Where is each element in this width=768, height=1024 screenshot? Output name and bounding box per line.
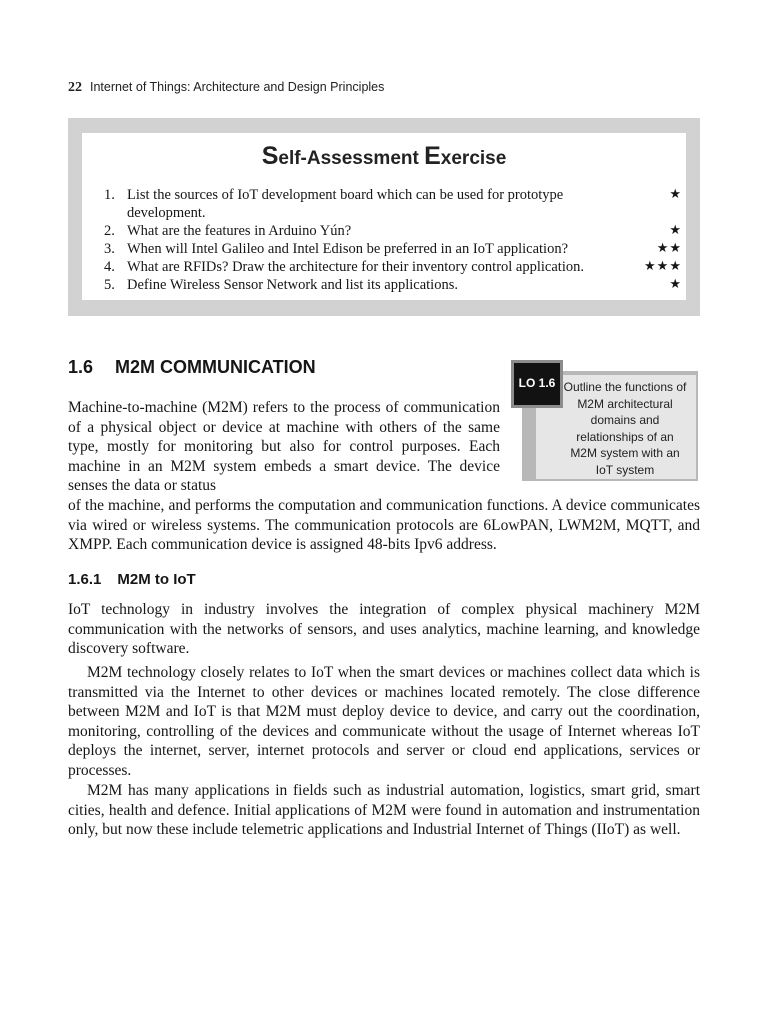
page-number: 22 (68, 80, 82, 95)
list-item: 1. List the sources of IoT development board which can be used for prototype development. ★ (104, 187, 682, 221)
difficulty-stars: ★ (669, 187, 682, 202)
self-assessment-list (104, 186, 682, 294)
learning-objective-text: Outline the functions of M2M architectural domains and relationships of an M2M system with an IoT system (563, 380, 687, 477)
difficulty-stars: ★★★ (644, 259, 682, 274)
paragraph-m2m-intro: Machine-to-machine (M2M) refers to the process of communication of a physical object or device at machine with others of the same type, mostly for monitoring but also for control purposes. Each machine in an M2M system embeds a smart device. The device senses the data or status (68, 399, 500, 494)
list-item: 5. Define Wireless Sensor Network and list its applications. ★ (104, 277, 682, 293)
learning-objective-tag: LO 1.6 (514, 363, 560, 405)
subsection-heading: 1.6.1 M2M to IoT (68, 571, 196, 588)
paragraph-m2m-applications: M2M has many applications in fields such as industrial automation, logistics, smart grid, smart cities, health and defence. Initial applications of M2M were found in automation and instrumentation only, but now these include telemetric applications and Industrial Internet of Things (IIoT) as well. (68, 782, 700, 838)
list-item: 3. When will Intel Galileo and Intel Edison be preferred in an IoT application? ★★ (104, 241, 682, 257)
difficulty-stars: ★ (669, 277, 682, 292)
section-heading: 1.6 M2M COMMUNICATION (68, 357, 316, 377)
list-item: 4. What are RFIDs? Draw the architecture for their inventory control application. ★★★ (104, 259, 682, 275)
paragraph-iot-industry: IoT technology in industry involves the integration of complex physical machinery M2M communication with the networks of sensors, and uses analytics, machine learning, and knowledge discovery software. (68, 601, 700, 657)
self-assessment-title: Self-Assessment Exercise (261, 142, 507, 170)
difficulty-stars: ★★ (656, 241, 682, 256)
paragraph-m2m-intro-continued: of the machine, and performs the computation and communication functions. A device communicates via wired or wireless systems. The communication protocols are 6LowPAN, LWM2M, MQTT, and XMPP. Each communication device is assigned 48-bits Ipv6 address. (68, 497, 700, 553)
difficulty-stars: ★ (669, 223, 682, 238)
running-header (68, 80, 384, 96)
paragraph-m2m-vs-iot: M2M technology closely relates to IoT when the smart devices or machines collect data which is transmitted via the Internet to other devices or machines located remotely. The close difference between M2M and IoT is that M2M must deploy device to device, and carry out the coordination, monitoring, controlling of the devices and communicate without the usage of Internet whereas IoT deploys the internet, server, internet protocols and server or cloud end applications, services or processes. (68, 664, 700, 779)
running-title: Internet of Things: Architecture and Design Principles (90, 80, 385, 94)
list-item: 2. What are the features in Arduino Yún? ★ (104, 223, 682, 239)
